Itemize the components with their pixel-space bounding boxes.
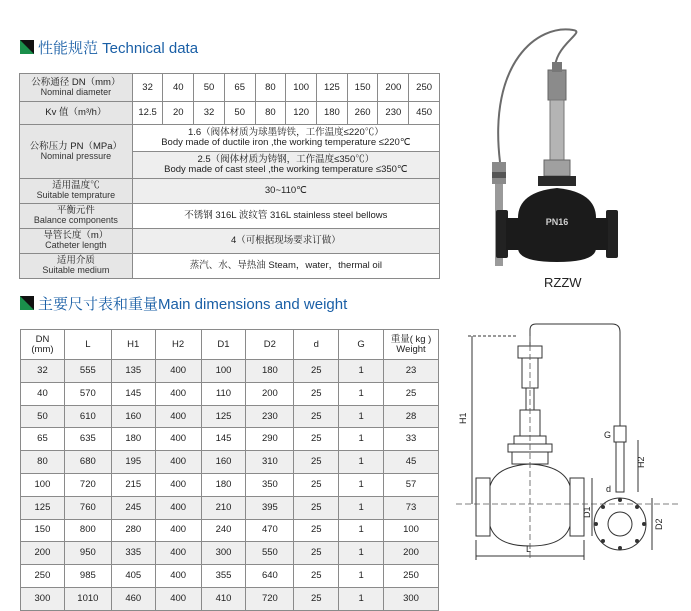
table-cell: 25 [294,473,339,496]
table-cell: 640 [246,565,294,588]
table-cell: 290 [246,428,294,451]
header-g: G [339,330,384,360]
kv-row [20,102,440,125]
balance-row [20,204,440,229]
kv-value: 32 [194,102,225,125]
table-row [21,473,439,496]
table-cell: 250 [21,565,65,588]
table-cell: 400 [155,473,201,496]
table-cell: 570 [64,382,111,405]
table-cell: 800 [64,519,111,542]
kv-value: 450 [409,102,440,125]
valve-product-photo [448,22,658,272]
table-cell: 25 [294,587,339,610]
table-cell: 610 [64,405,111,428]
table-cell: 400 [155,565,201,588]
balance-label: 平衡元件 Balance components [20,204,133,229]
table-cell: 400 [155,587,201,610]
pn-ductile-iron: 1.6（阀体材质为球墨铸铁，工作温度≤220℃） Body made of ductile iron ,the working temperature ≤220℃ [132,125,439,152]
table-cell: 28 [384,405,439,428]
table-cell: 1 [339,542,384,565]
dn-value: 125 [317,74,348,102]
temp-label: 适用温度℃ Suitable temprature [20,179,133,204]
table-cell: 73 [384,496,439,519]
pn-row-1 [20,125,440,152]
table-cell: 635 [64,428,111,451]
header-d1: D1 [201,330,246,360]
table-cell: 280 [111,519,155,542]
table-cell: 80 [21,451,65,474]
header-weight: 重量( kg ) Weight [384,330,439,360]
medium-row [20,254,440,279]
kv-value: 20 [163,102,194,125]
table-cell: 1 [339,587,384,610]
dimensions-title: 主要尺寸表和重量Main dimensions and weight [38,295,348,313]
technical-drawing [452,318,684,580]
actuator-stem [550,100,564,160]
table-cell: 470 [246,519,294,542]
dn-label: 公称通径 DN（mm） Nominal diameter [20,74,133,102]
dimensions-table [20,329,439,611]
table-cell: 50 [21,405,65,428]
table-cell: 110 [201,382,246,405]
table-cell: 65 [21,428,65,451]
dn-value: 80 [255,74,286,102]
table-cell: 460 [111,587,155,610]
table-cell: 200 [21,542,65,565]
table-cell: 195 [111,451,155,474]
table-cell: 720 [64,473,111,496]
table-cell: 150 [21,519,65,542]
table-row [21,360,439,383]
table-cell: 25 [294,519,339,542]
dimensions-header-row [21,330,439,360]
table-row [21,405,439,428]
table-cell: 57 [384,473,439,496]
dn-value: 40 [163,74,194,102]
header-h1: H1 [111,330,155,360]
dn-value: 200 [378,74,409,102]
table-cell: 400 [155,382,201,405]
table-cell: 760 [64,496,111,519]
table-cell: 1 [339,360,384,383]
table-cell: 25 [294,405,339,428]
drawing-label-h2: H2 [636,456,646,468]
table-cell: 100 [21,473,65,496]
table-cell: 180 [111,428,155,451]
table-cell: 145 [201,428,246,451]
table-cell: 400 [155,428,201,451]
table-row [21,496,439,519]
table-cell: 25 [294,451,339,474]
drawing-label-d: d [606,484,612,494]
dn-value: 100 [286,74,317,102]
table-cell: 100 [384,519,439,542]
table-cell: 180 [201,473,246,496]
balance-value: 不锈钢 316L 波纹管 316L stainless steel bellows [132,204,439,229]
technical-data-title: 性能规范 Technical data [38,39,199,57]
table-cell: 1 [339,451,384,474]
catheter-label: 导管长度（m） Catheter length [20,229,133,254]
table-row [21,519,439,542]
product-model-caption: RZZW [544,275,582,290]
kv-value: 50 [224,102,255,125]
table-cell: 1010 [64,587,111,610]
pn-label: 公称压力 PN（MPa） Nominal pressure [20,125,133,179]
table-cell: 125 [201,405,246,428]
kv-value: 12.5 [132,102,163,125]
drawing-label-d2: D2 [654,518,664,530]
table-cell: 250 [384,565,439,588]
section-square-icon [20,296,34,310]
table-cell: 240 [201,519,246,542]
table-cell: 355 [201,565,246,588]
table-cell: 350 [246,473,294,496]
pn-cast-steel: 2.5（阀体材质为铸钢，工作温度≤350℃） Body made of cast steel ,the working temperature ≤350℃ [132,152,439,179]
table-row [21,542,439,565]
table-cell: 400 [155,542,201,565]
table-cell: 1 [339,519,384,542]
drawing-label-h1: H1 [458,412,468,424]
dn-value: 32 [132,74,163,102]
table-cell: 400 [155,360,201,383]
temp-value: 30~110℃ [132,179,439,204]
table-cell: 25 [294,542,339,565]
table-cell: 985 [64,565,111,588]
table-cell: 680 [64,451,111,474]
drawing-label-g: G [604,430,612,440]
table-cell: 410 [201,587,246,610]
dn-value: 50 [194,74,225,102]
actuator-upper [548,70,566,100]
table-cell: 1 [339,496,384,519]
table-cell: 45 [384,451,439,474]
table-cell: 23 [384,360,439,383]
table-cell: 200 [384,542,439,565]
table-cell: 100 [201,360,246,383]
table-cell: 300 [201,542,246,565]
table-cell: 40 [21,382,65,405]
header-l: L [64,330,111,360]
table-cell: 200 [246,382,294,405]
table-cell: 25 [294,382,339,405]
catheter-value: 4（可根据现场要求订做） [132,229,439,254]
header-dn: DN (mm) [21,330,65,360]
table-cell: 33 [384,428,439,451]
table-cell: 160 [111,405,155,428]
medium-label: 适用介质 Suitable medium [20,254,133,279]
table-cell: 400 [155,519,201,542]
drawing-label-l: L [526,544,532,554]
table-cell: 405 [111,565,155,588]
table-cell: 25 [294,428,339,451]
header-d: d [294,330,339,360]
table-cell: 1 [339,565,384,588]
temp-row [20,179,440,204]
table-cell: 145 [111,382,155,405]
table-cell: 230 [246,405,294,428]
dn-value: 65 [224,74,255,102]
kv-value: 180 [317,102,348,125]
kv-value: 230 [378,102,409,125]
table-cell: 1 [339,382,384,405]
table-row [21,587,439,610]
table-row [21,565,439,588]
table-cell: 25 [384,382,439,405]
table-cell: 1 [339,405,384,428]
dimensions-header [20,293,347,313]
table-row [21,428,439,451]
medium-value: 蒸汽、水、导热油 Steam，water，thermal oil [132,254,439,279]
table-cell: 245 [111,496,155,519]
table-cell: 135 [111,360,155,383]
table-cell: 32 [21,360,65,383]
section-square-icon [20,40,34,54]
kv-label: Kv 值（m³/h） [20,102,133,125]
table-cell: 215 [111,473,155,496]
table-cell: 1 [339,473,384,496]
kv-value: 260 [347,102,378,125]
table-cell: 125 [21,496,65,519]
table-cell: 720 [246,587,294,610]
table-cell: 1 [339,428,384,451]
dn-value: 150 [347,74,378,102]
table-cell: 400 [155,451,201,474]
technical-data-table [19,73,440,279]
table-cell: 395 [246,496,294,519]
table-cell: 300 [21,587,65,610]
table-cell: 160 [201,451,246,474]
table-row [21,451,439,474]
table-cell: 310 [246,451,294,474]
catheter-row [20,229,440,254]
table-cell: 400 [155,405,201,428]
header-d2: D2 [246,330,294,360]
table-cell: 950 [64,542,111,565]
dn-value: 250 [409,74,440,102]
dn-row [20,74,440,102]
table-cell: 25 [294,360,339,383]
body-mark: PN16 [545,217,569,227]
header-h2: H2 [155,330,201,360]
table-row [21,382,439,405]
table-cell: 180 [246,360,294,383]
table-cell: 210 [201,496,246,519]
drawing-label-d1: D1 [582,506,592,518]
table-cell: 25 [294,496,339,519]
table-cell: 335 [111,542,155,565]
table-cell: 400 [155,496,201,519]
table-cell: 300 [384,587,439,610]
technical-data-header [20,37,198,57]
table-cell: 25 [294,565,339,588]
table-cell: 550 [246,542,294,565]
table-cell: 555 [64,360,111,383]
kv-value: 80 [255,102,286,125]
dimensions-body [21,360,439,611]
kv-value: 120 [286,102,317,125]
